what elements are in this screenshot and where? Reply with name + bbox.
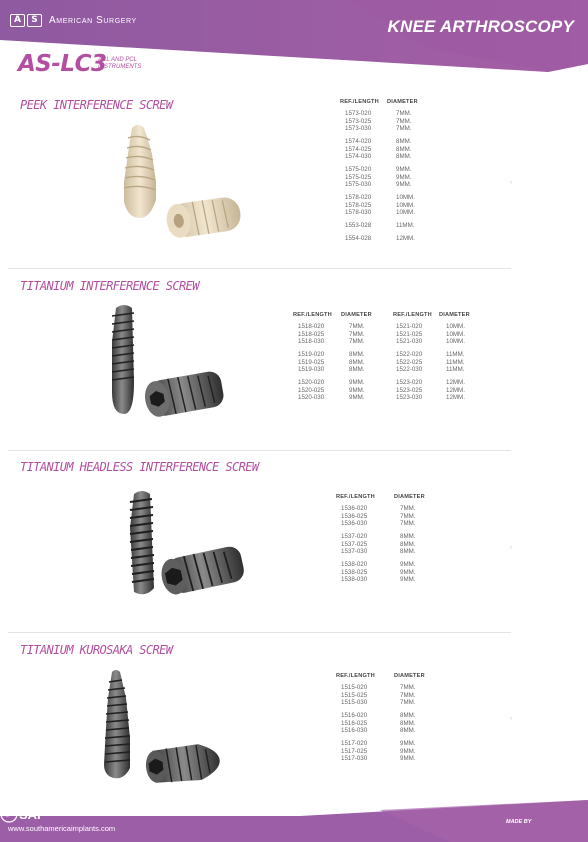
diameter-value: 8MM. [349, 358, 365, 366]
diameter-value: 12MM. [396, 234, 415, 242]
ref-code: 1519-020 [298, 351, 325, 358]
section-heading-titanium: TITANIUM INTERFERENCE SCREW [20, 279, 199, 293]
diameter-value: 7MM. [396, 110, 412, 117]
section-heading-peek: PEEK INTERFERENCE SCREW [20, 98, 173, 112]
ref-code: 1523-030 [396, 394, 423, 402]
diameter-value: 9MM. [396, 166, 412, 173]
peek-screw-image [110, 120, 250, 260]
ref-code: 1538-030 [341, 576, 368, 584]
section-divider [8, 268, 511, 269]
ref-code: 1523-025 [396, 386, 423, 394]
ref-code: 1515-030 [341, 699, 368, 707]
page-footer [0, 800, 588, 842]
ref-code: 1518-025 [298, 330, 325, 338]
diameter-value: 9MM. [349, 386, 365, 394]
footer-band-shape [0, 800, 588, 842]
headless-screw-image [120, 488, 250, 608]
diameter-value: 9MM. [400, 561, 416, 568]
ref-code: 1573-025 [345, 117, 372, 125]
ref-code: 1553-028 [345, 222, 372, 229]
diameter-value: 7MM. [349, 323, 365, 330]
titanium-screw-image [100, 302, 230, 437]
column-header: REF./LENGTH [336, 673, 375, 679]
ref-code: 1520-030 [298, 394, 325, 402]
website-link[interactable]: www.southamericaimplants.com [8, 824, 116, 833]
diameter-value: 10MM. [396, 201, 415, 209]
column-header: DIAMETER [394, 673, 425, 679]
diameter-value: 10MM. [446, 330, 465, 338]
diameter-value: 12MM. [446, 394, 465, 402]
ref-code: 1518-030 [298, 338, 325, 346]
column-header: DIAMETER [439, 312, 470, 318]
ref-code: 1554-028 [345, 234, 372, 242]
section-title: KNEE ARTHROSCOPY [387, 17, 574, 36]
ref-code: 1537-025 [341, 540, 368, 548]
peek-ref-table [340, 99, 490, 259]
diameter-value: 8MM. [349, 366, 365, 374]
ref-code: 1516-025 [341, 719, 368, 727]
diameter-value: 7MM. [396, 125, 412, 133]
ref-code: 1573-020 [345, 110, 372, 117]
ref-code: 1538-025 [341, 568, 368, 576]
page-mark: ‹ [510, 716, 512, 722]
headless-ref-table [336, 494, 486, 594]
product-subtitle: ACL AND PCL INSTRUMENTS [98, 57, 142, 70]
ref-code: 1517-020 [341, 740, 368, 747]
ref-code: 1578-025 [345, 201, 372, 209]
page-mark: ‹ [510, 180, 512, 186]
column-header: DIAMETER [341, 312, 372, 318]
diameter-value: 8MM. [396, 138, 412, 145]
ref-code: 1538-020 [341, 561, 368, 568]
ref-code: 1537-020 [341, 533, 368, 540]
ref-code: 1516-020 [341, 712, 368, 719]
column-header: REF./LENGTH [293, 312, 332, 318]
product-code: AS-LC3 [18, 51, 107, 77]
column-header: REF./LENGTH [336, 494, 375, 500]
ref-code: 1575-030 [345, 181, 372, 189]
diameter-value: 9MM. [400, 755, 416, 763]
ref-code: 1578-030 [345, 209, 372, 217]
ref-code: 1520-025 [298, 386, 325, 394]
diameter-value: 9MM. [400, 747, 416, 755]
diameter-value: 9MM. [400, 740, 416, 747]
ref-code: 1522-030 [396, 366, 423, 374]
brand-logo [10, 14, 137, 27]
diameter-value: 7MM. [396, 117, 412, 125]
diameter-value: 7MM. [400, 699, 416, 707]
ref-code: 1521-030 [396, 338, 423, 346]
diameter-value: 8MM. [400, 727, 416, 735]
section-divider [8, 450, 511, 451]
column-header: REF./LENGTH [340, 99, 379, 105]
ref-code: 1520-020 [298, 379, 325, 386]
brand-name: American Surgery [49, 15, 137, 26]
sai-logo-text: SAI [19, 807, 41, 822]
logo-letter: A [10, 14, 25, 27]
diameter-value: 10MM. [396, 209, 415, 217]
page-mark: ‹ [510, 545, 512, 551]
ref-code: 1522-025 [396, 358, 423, 366]
ref-code: 1575-020 [345, 166, 372, 173]
ref-code: 1574-020 [345, 138, 372, 145]
diameter-value: 10MM. [446, 338, 465, 346]
made-by-label: MADE BY [506, 819, 532, 825]
diameter-value: 12MM. [446, 379, 465, 386]
ref-code: 1574-025 [345, 145, 372, 153]
sai-logo-icon [0, 800, 46, 828]
ref-code: 1536-020 [341, 505, 368, 512]
ref-code: 1578-020 [345, 194, 372, 201]
diameter-value: 7MM. [400, 684, 416, 691]
diameter-value: 9MM. [396, 173, 412, 181]
logo-mark-icon [10, 14, 42, 27]
diameter-value: 7MM. [349, 338, 365, 346]
diameter-value: 11MM. [446, 358, 465, 366]
diameter-value: 8MM. [400, 719, 416, 727]
section-heading-kurosaka: TITANIUM KUROSAKA SCREW [20, 643, 173, 657]
section-divider [8, 632, 511, 633]
diameter-value: 7MM. [400, 691, 416, 699]
ref-code: 1515-025 [341, 691, 368, 699]
ref-code: 1536-030 [341, 520, 368, 528]
ref-code: 1519-030 [298, 366, 325, 374]
section-heading-headless: TITANIUM HEADLESS INTERFERENCE SCREW [20, 460, 259, 474]
column-header: REF./LENGTH [393, 312, 432, 318]
ref-code: 1575-025 [345, 173, 372, 181]
diameter-value: 8MM. [349, 351, 365, 358]
kurosaka-screw-image [98, 668, 228, 793]
ref-code: 1517-025 [341, 747, 368, 755]
logo-letter: S [27, 14, 42, 27]
titanium-ref-table [293, 312, 493, 412]
column-header: DIAMETER [394, 494, 425, 500]
diameter-value: 10MM. [396, 194, 415, 201]
ref-code: 1517-030 [341, 755, 368, 763]
diameter-value: 9MM. [349, 394, 365, 402]
diameter-value: 11MM. [446, 366, 465, 374]
ref-code: 1536-025 [341, 512, 368, 520]
ref-code: 1522-020 [396, 351, 423, 358]
ref-code: 1515-020 [341, 684, 368, 691]
ref-code: 1523-020 [396, 379, 423, 386]
diameter-value: 9MM. [396, 181, 412, 189]
diameter-value: 9MM. [400, 576, 416, 584]
diameter-value: 9MM. [400, 568, 416, 576]
ref-code: 1573-030 [345, 125, 372, 133]
ref-code: 1519-025 [298, 358, 325, 366]
diameter-value: 8MM. [400, 533, 416, 540]
diameter-value: 7MM. [400, 512, 416, 520]
diameter-value: 8MM. [400, 540, 416, 548]
ref-code: 1574-030 [345, 153, 372, 161]
column-header: DIAMETER [387, 99, 418, 105]
diameter-value: 11MM. [396, 222, 415, 229]
diameter-value: 9MM. [349, 379, 365, 386]
diameter-value: 7MM. [400, 505, 416, 512]
ref-code: 1516-030 [341, 727, 368, 735]
diameter-value: 8MM. [396, 145, 412, 153]
ref-code: 1537-030 [341, 548, 368, 556]
diameter-value: 7MM. [349, 330, 365, 338]
ref-code: 1521-025 [396, 330, 423, 338]
diameter-value: 10MM. [446, 323, 465, 330]
diameter-value: 12MM. [446, 386, 465, 394]
diameter-value: 8MM. [396, 153, 412, 161]
ref-code: 1518-020 [298, 323, 325, 330]
diameter-value: 8MM. [400, 548, 416, 556]
ref-code: 1521-020 [396, 323, 423, 330]
kurosaka-ref-table [336, 673, 486, 773]
diameter-value: 8MM. [400, 712, 416, 719]
diameter-value: 11MM. [446, 351, 465, 358]
diameter-value: 7MM. [400, 520, 416, 528]
